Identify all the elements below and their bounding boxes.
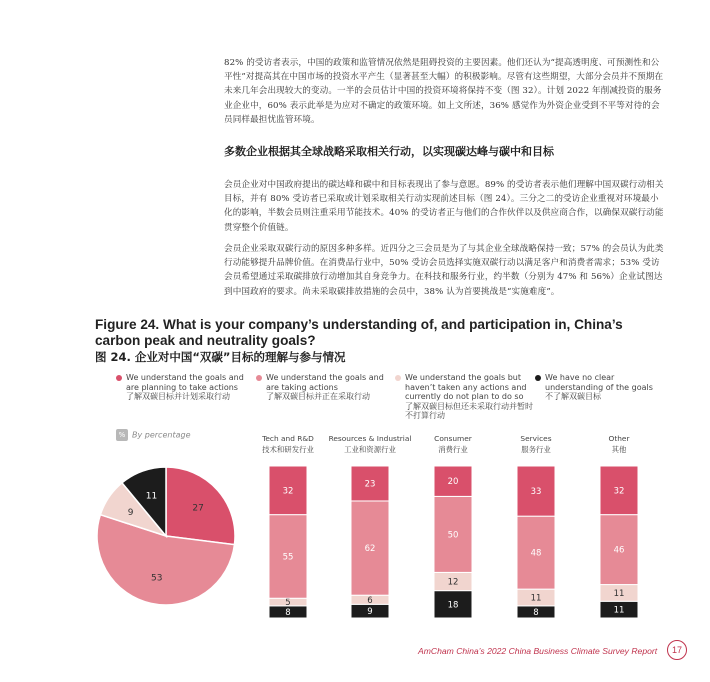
category-label-cn: 服务行业 (521, 445, 551, 454)
footer-report-title: AmCham China’s 2022 China Business Climate Survey Report (418, 646, 658, 656)
percent-badge: % (116, 429, 128, 441)
intro-paragraph: 82% 的受访者表示，中国的政策和监管情况依然是阻碍投资的主要因素。他们还认为“提高透明度、可预测性和公平性”对提高其在中国市场的投资水平产生（显著甚至大幅）的积极影响。尽管有这些期望，大部分会员并不预期在未来几年会出现较大的变动。一半的会员估计中国的投资环境将保持不变（图 32）。计划 2022 年削减投资的服务业企业中，60% 表示此举是为应对不确定的政策环境。如上文所述，36% 感觉作为外资企业受到不平等对待的会员同样最担忧监管环境。 (224, 58, 664, 125)
legend-label-cn: 了解双碳目标并正在采取行动 (266, 392, 370, 402)
pie-value-label: 53 (150, 573, 163, 584)
bar-value-label: 5 (285, 598, 291, 608)
bar-value-label: 46 (613, 545, 625, 556)
page-number: 17 (667, 640, 687, 660)
bar-value-label: 32 (613, 486, 625, 497)
category-label: Other (608, 434, 630, 443)
bar-value-label: 55 (282, 552, 294, 563)
bar-value-label: 11 (613, 588, 625, 599)
bar-value-label: 11 (530, 593, 542, 604)
body-paragraph-1: 会员企业对中国政府提出的碳达峰和碳中和目标表现出了参与意愿。89% 的受访者表示他们理解中国双碳行动相关目标，并有 80% 受访者已采取或计划采取相关行动实现前述目标（图 24）。三分之二的受访企业重视对环境最小化的影响，半数会员则注重采用节能技术。40% 的受访者正与他们的合作伙伴以及供应商合作，以确保双碳行动能贯穿整个价值链。 (224, 180, 664, 233)
legend-label-en: We understand the goals and are planning to take actions (126, 373, 244, 392)
category-label: Consumer (434, 434, 472, 443)
legend-label-cn: 不了解双碳目标 (545, 392, 601, 402)
bar-value-label: 33 (530, 487, 542, 498)
legend-label-en: We have no clear understanding of the goals (545, 373, 653, 392)
category-label: Tech and R&D (262, 434, 314, 443)
category-label-cn: 工业和资源行业 (344, 445, 396, 454)
pie-value-label: 9 (127, 508, 134, 518)
category-label-cn: 技术和研发行业 (262, 445, 314, 454)
category-label-cn: 消费行业 (438, 445, 468, 454)
legend-label-en: We understand the goals but haven’t taken any actions and currently do not plan to do so (405, 373, 527, 402)
body-paragraph-2: 会员企业采取双碳行动的原因多种多样。近四分之三会员是为了与其企业全球战略保持一致；57% 的会员认为此类行动能够提升品牌价值。在消费品行业中，50% 受访会员选择实施双碳行动以满足客户和消费者需求；53% 受访会员希望通过采取碳排放行动增加其自身竞争力。在科技和服务行业，约半数（分别为 47% 和 56%）企业试图达到中国政府的要求。尚未采取碳排放措施的会员中，38% 认为首要挑战是“实施难度”。 (224, 244, 664, 297)
bar-value-label: 9 (367, 607, 373, 618)
bar-value-label: 20 (447, 477, 459, 488)
bar-value-label: 6 (367, 595, 373, 606)
pie-value-label: 27 (192, 503, 204, 514)
figure-title-cn: 图 24. 企业对中国“双碳”目标的理解与参与情况 (95, 350, 346, 364)
category-label-cn: 其他 (611, 445, 627, 454)
pie-value-label: 11 (145, 491, 158, 502)
figure-title: Figure 24. What is your company’s understanding of, and participation in, China’s carbon peak and neutrality goals? (95, 317, 623, 348)
bar-value-label: 50 (447, 530, 459, 541)
section-heading: 多数企业根据其全球战略采取相关行动，以实现碳达峰与碳中和目标 (224, 145, 554, 158)
legend-label-cn: 了解双碳目标并计划采取行动 (126, 392, 230, 402)
category-label: Resources & Industrial (328, 434, 412, 443)
bar-value-label: 18 (447, 600, 459, 611)
bar-value-label: 62 (364, 544, 376, 555)
category-label: Services (520, 434, 552, 443)
legend-label-en: We understand the goals and are taking actions (266, 373, 384, 392)
bar-value-label: 23 (364, 479, 376, 490)
bar-value-label: 8 (285, 607, 291, 618)
bar-value-label: 11 (613, 605, 625, 616)
bar-value-label: 32 (282, 486, 294, 497)
bar-value-label: 8 (533, 607, 539, 618)
legend-label-cn: 了解双碳目标但还未采取行动并暂时不打算行动 (405, 401, 533, 421)
unit-label: By percentage (132, 430, 191, 440)
bar-value-label: 48 (530, 548, 542, 559)
bar-value-label: 12 (447, 577, 459, 588)
